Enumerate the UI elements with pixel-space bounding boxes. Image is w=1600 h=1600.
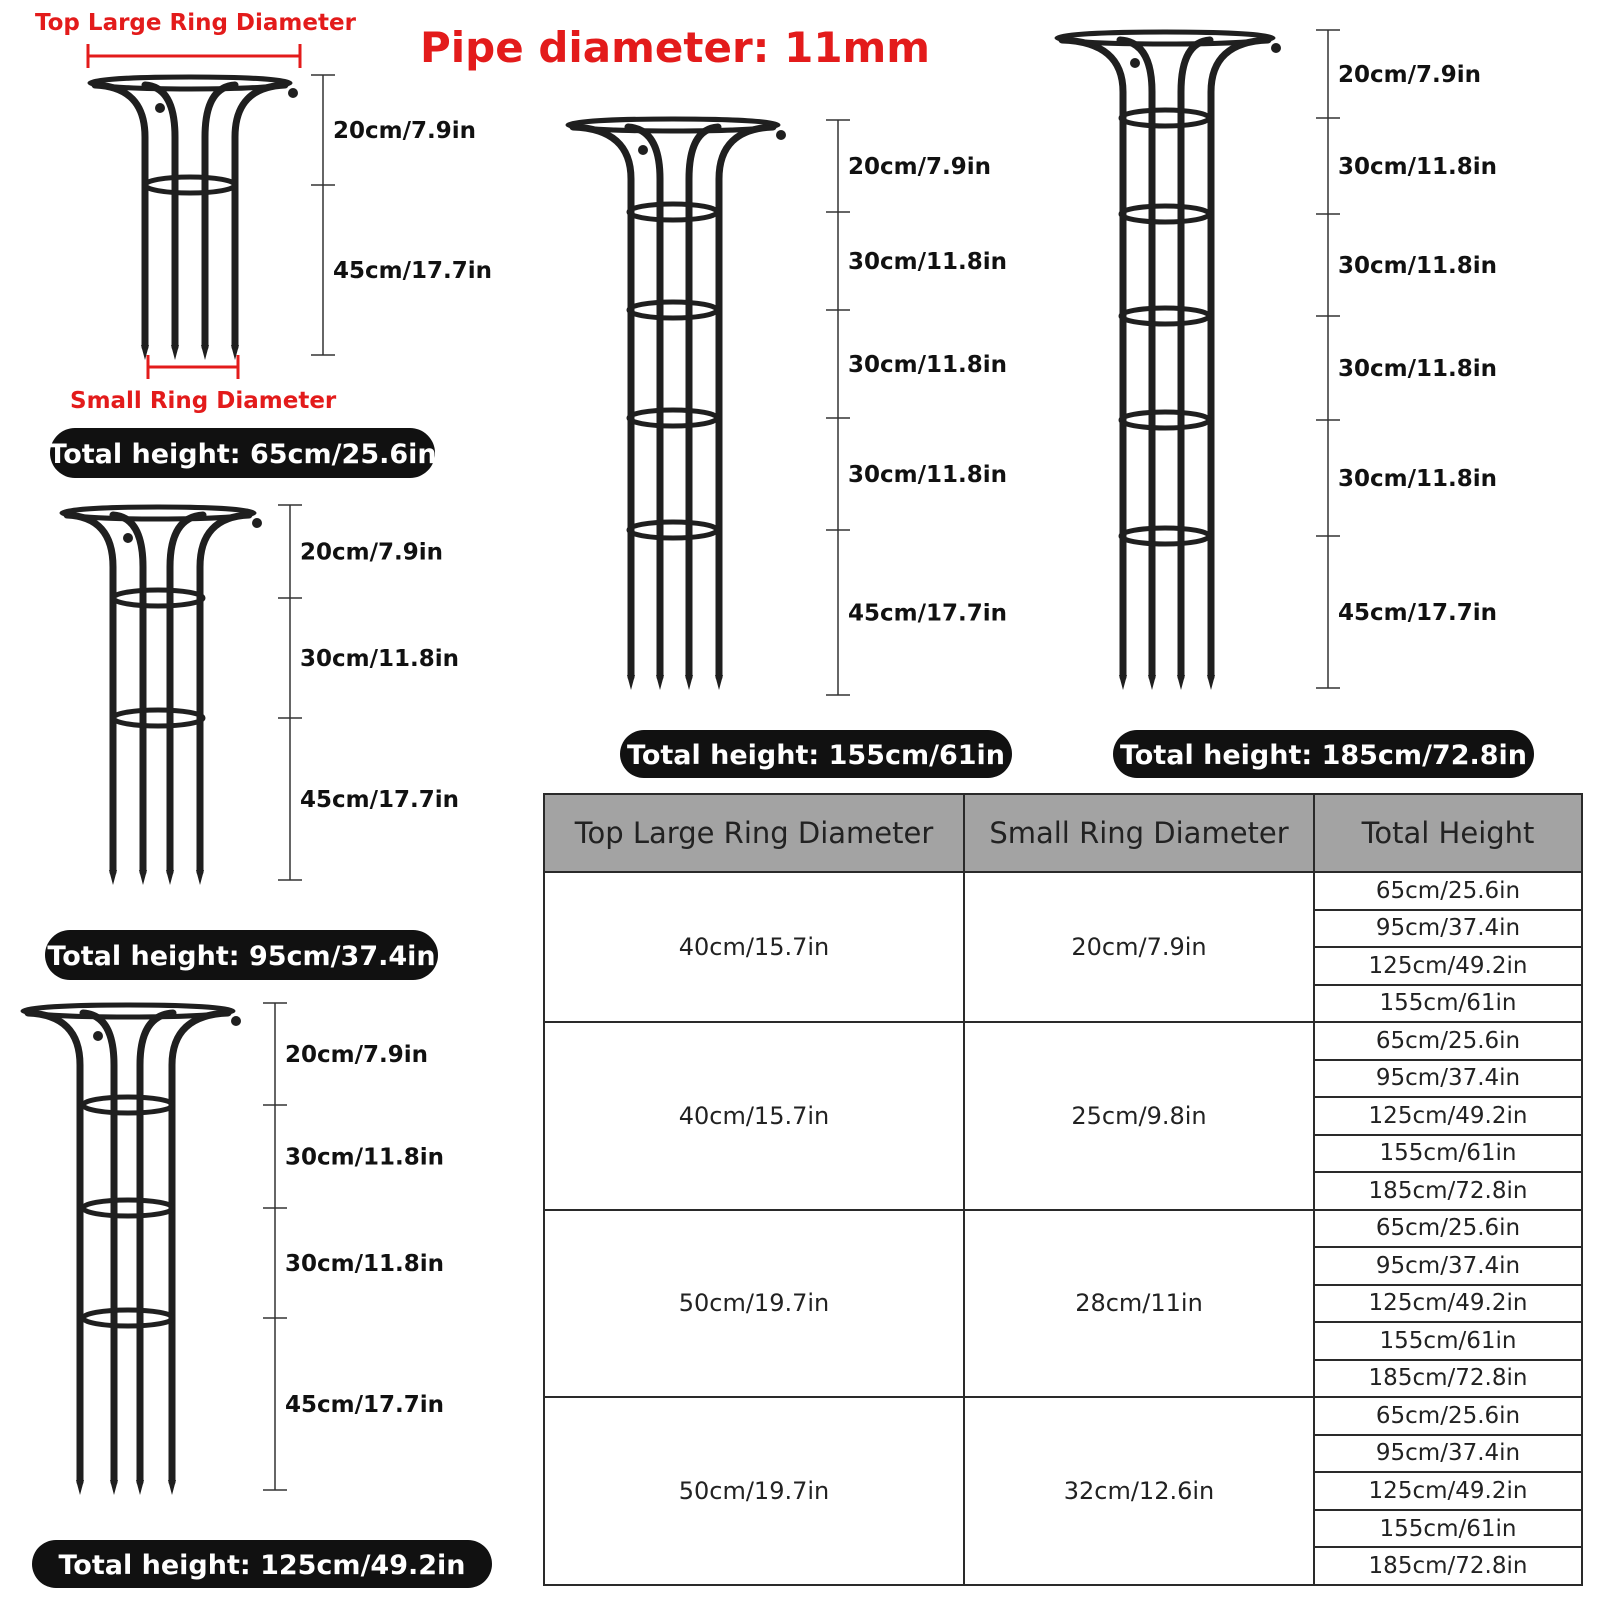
- total-height-badge: [1113, 730, 1534, 778]
- segment-height-label: 20cm/7.9in: [1338, 62, 1482, 88]
- small-ring: [83, 1310, 173, 1326]
- small-ring-annotation: [70, 355, 337, 414]
- segment-height-label: 20cm/7.9in: [300, 539, 444, 566]
- total-height-cell: 155cm/61in: [1314, 1135, 1582, 1173]
- total-height-cell: 65cm/25.6in: [1314, 1210, 1582, 1248]
- top-large-ring: [62, 507, 254, 519]
- top-ring-cell: 40cm/15.7in: [544, 1022, 964, 1210]
- total-height-cell: 95cm/37.4in: [1314, 910, 1582, 948]
- total-height-text: Total height: 185cm/72.8in: [1119, 740, 1528, 771]
- small-ring: [1121, 412, 1209, 428]
- total-height-badge: [45, 930, 438, 980]
- total-height-text: Total height: 125cm/49.2in: [58, 1550, 466, 1581]
- segment-height-label: 20cm/7.9in: [285, 1042, 429, 1068]
- small-ring: [83, 1200, 173, 1216]
- segment-height-label: 20cm/7.9in: [333, 118, 477, 144]
- segment-height-label: 45cm/17.7in: [1338, 600, 1498, 626]
- trellis-2: [45, 505, 459, 980]
- small-ring-cell: 28cm/11in: [964, 1210, 1314, 1398]
- segment-height-label: 30cm/11.8in: [848, 462, 1008, 488]
- segment-height-label: 30cm/11.8in: [1338, 356, 1498, 382]
- total-height-cell: 125cm/49.2in: [1314, 1472, 1582, 1510]
- segment-height-label: 45cm/17.7in: [848, 600, 1008, 627]
- small-ring-cell: 20cm/7.9in: [964, 872, 1314, 1022]
- segment-height-label: 30cm/11.8in: [285, 1251, 445, 1277]
- dimension-scale: [311, 75, 492, 355]
- trellis-posts: [1062, 40, 1268, 690]
- table-header-row: [544, 794, 1582, 872]
- trellis-1: [48, 75, 492, 478]
- total-height-cell: 95cm/37.4in: [1314, 1435, 1582, 1473]
- small-ring: [1121, 110, 1209, 126]
- small-ring-cell: 32cm/12.6in: [964, 1397, 1314, 1585]
- total-height-badge: [48, 428, 436, 478]
- top-ring-label: Top Large Ring Diameter: [35, 10, 356, 36]
- dimension-scale: [263, 1003, 444, 1490]
- segment-height-label: 45cm/17.7in: [333, 258, 493, 284]
- pipe-diameter-title: Pipe diameter: 11mm: [420, 23, 931, 72]
- header-top-ring: Top Large Ring Diameter: [544, 794, 964, 872]
- total-height-text: Total height: 95cm/37.4in: [47, 941, 436, 972]
- small-ring: [83, 1097, 173, 1113]
- small-ring: [113, 590, 203, 606]
- trellis-3: [23, 1003, 492, 1588]
- top-large-ring: [23, 1005, 233, 1017]
- trellis-posts: [67, 515, 249, 885]
- top-ring-cell: 50cm/19.7in: [544, 1397, 964, 1585]
- total-height-cell: 125cm/49.2in: [1314, 1285, 1582, 1323]
- dimension-scale: [1316, 30, 1497, 688]
- total-height-cell: 65cm/25.6in: [1314, 872, 1582, 910]
- total-height-cell: 95cm/37.4in: [1314, 1060, 1582, 1098]
- small-ring: [629, 410, 717, 426]
- total-height-cell: 155cm/61in: [1314, 1510, 1582, 1548]
- total-height-cell: 155cm/61in: [1314, 1322, 1582, 1360]
- spec-table: [543, 793, 1583, 1586]
- header-small-ring: Small Ring Diameter: [964, 794, 1314, 872]
- total-height-badge: [620, 730, 1012, 778]
- total-height-text: Total height: 155cm/61in: [626, 740, 1006, 771]
- segment-height-label: 30cm/11.8in: [285, 1144, 445, 1171]
- table-row: [544, 1022, 1582, 1060]
- top-ring-cell: 50cm/19.7in: [544, 1210, 964, 1398]
- table-row: [544, 1397, 1582, 1435]
- total-height-cell: 65cm/25.6in: [1314, 1022, 1582, 1060]
- segment-height-label: 30cm/11.8in: [848, 352, 1008, 378]
- top-large-ring: [90, 77, 290, 89]
- trellis-5: [1057, 30, 1534, 778]
- total-height-cell: 185cm/72.8in: [1314, 1360, 1582, 1398]
- small-ring: [1121, 308, 1209, 324]
- total-height-text: Total height: 65cm/25.6in: [48, 439, 437, 470]
- top-ring-cell: 40cm/15.7in: [544, 872, 964, 1022]
- small-ring: [629, 522, 717, 538]
- segment-height-label: 20cm/7.9in: [848, 154, 992, 180]
- top-large-ring: [568, 119, 778, 131]
- top-ring-annotation: [35, 10, 357, 68]
- small-ring: [145, 177, 235, 193]
- small-ring-label: Small Ring Diameter: [70, 388, 337, 414]
- segment-height-label: 30cm/11.8in: [1338, 154, 1498, 180]
- total-height-cell: 95cm/37.4in: [1314, 1247, 1582, 1285]
- small-ring: [1121, 206, 1209, 222]
- trellis-4: [568, 119, 1012, 778]
- top-large-ring: [1057, 32, 1273, 44]
- total-height-cell: 125cm/49.2in: [1314, 947, 1582, 985]
- trellis-posts: [28, 1013, 228, 1495]
- total-height-cell: 185cm/72.8in: [1314, 1172, 1582, 1210]
- total-height-badge: [32, 1540, 492, 1588]
- total-height-cell: 125cm/49.2in: [1314, 1097, 1582, 1135]
- total-height-cell: 155cm/61in: [1314, 985, 1582, 1023]
- small-ring-cell: 25cm/9.8in: [964, 1022, 1314, 1210]
- small-ring: [629, 204, 717, 220]
- segment-height-label: 30cm/11.8in: [848, 249, 1008, 275]
- dimension-scale: [826, 120, 1007, 695]
- total-height-cell: 185cm/72.8in: [1314, 1547, 1582, 1585]
- segment-height-label: 30cm/11.8in: [1338, 466, 1498, 492]
- segment-height-label: 30cm/11.8in: [1338, 253, 1498, 279]
- segment-height-label: 30cm/11.8in: [300, 646, 460, 672]
- segment-height-label: 45cm/17.7in: [300, 787, 460, 813]
- small-ring: [1121, 528, 1209, 544]
- small-ring: [113, 710, 203, 726]
- table-row: [544, 872, 1582, 910]
- dimension-scale: [278, 505, 459, 880]
- small-ring: [629, 302, 717, 318]
- header-total-height: Total Height: [1314, 794, 1582, 872]
- total-height-cell: 65cm/25.6in: [1314, 1397, 1582, 1435]
- trellis-posts: [95, 85, 285, 360]
- table-row: [544, 1210, 1582, 1248]
- segment-height-label: 45cm/17.7in: [285, 1392, 445, 1418]
